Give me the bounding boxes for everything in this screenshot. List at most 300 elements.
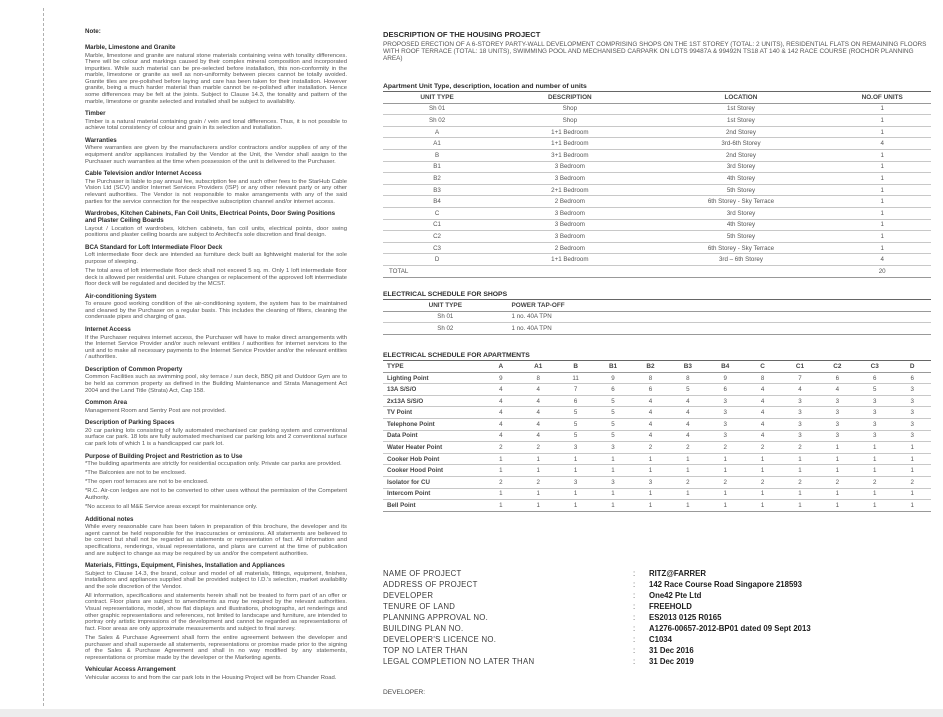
project-info-label: ADDRESS OF PROJECT (383, 579, 478, 589)
table-cell: 9 (482, 372, 519, 384)
table-cell: 1 (482, 453, 519, 465)
table-cell: B4 (383, 196, 491, 208)
table-cell: 1 (856, 500, 893, 512)
table-cell: 6th Storey - Sky Terrace (649, 242, 834, 254)
table-cell: 4 (632, 395, 669, 407)
table-cell: 1 (744, 465, 781, 477)
table-cell: 2 (520, 477, 557, 489)
column-header: UNIT TYPE (383, 91, 491, 103)
table-cell: A (383, 126, 491, 138)
table-row (383, 500, 931, 512)
table-cell: C3 (383, 242, 491, 254)
table-cell: 8 (520, 372, 557, 384)
table-cell: 1 (707, 488, 744, 500)
section-paragraph: Loft intermediate floor deck are intended as furniture deck built as lightweight material for the sole purpose of sleeping. (85, 252, 347, 265)
table-cell: 20 (833, 265, 931, 277)
table-cell: 1 (819, 500, 856, 512)
project-info-value: FREEHOLD (649, 601, 692, 611)
table-cell: 2 (707, 442, 744, 454)
table-cell: 1 (833, 173, 931, 185)
table-cell: 6 (856, 372, 893, 384)
section-paragraph: While every reasonable care has been taken in preparation of this brochure, the developer and its agent cannot be held responsible for the inaccuracies or omissions. All statements are believed to be correct but shall not be regarded as statements or representation of fact. All information and specifications, renderings, visual representations, and plans are current at the time of publication and are subject to change as may be required by us and/or the competent authorities. (85, 524, 347, 557)
table-row (383, 395, 931, 407)
table-cell: 1 (893, 442, 931, 454)
table-cell: 3rd Storey (649, 161, 834, 173)
table-cell: 1 (632, 465, 669, 477)
table-cell: 1 no. 40A TPN (508, 311, 931, 323)
column-header: A (482, 360, 519, 372)
table-cell: 3 (893, 419, 931, 431)
table-row (383, 265, 931, 277)
table-cell: 1 (893, 453, 931, 465)
table-cell: 1 (557, 465, 594, 477)
table-cell: 2 Bedroom (491, 242, 648, 254)
table-cell: 6 (707, 384, 744, 396)
table-cell: 3rd Storey (649, 207, 834, 219)
table-cell: Sh 02 (383, 323, 508, 335)
shops-schedule-title: ELECTRICAL SCHEDULE FOR SHOPS (383, 290, 508, 298)
table-row (383, 453, 931, 465)
table-cell: B (383, 149, 491, 161)
colon-separator: : (633, 612, 636, 622)
table-cell: 1 (594, 465, 631, 477)
section-paragraph: The total area of loft intermediate floor deck shall not exceed 5 sq. m. Only 1 loft intermediate floor deck is allowed per residential unit. Future changes or replacement of the approved loft intermediate floor deck will be regulated and decided by the MCST. (85, 267, 347, 288)
section-paragraph: Management Room and Sentry Post are not provided. (85, 407, 227, 414)
column-header: A1 (520, 360, 557, 372)
section-paragraph: *The open roof terraces are not to be enclosed. (85, 479, 209, 486)
table-cell: 5 (594, 395, 631, 407)
section-paragraph: All information, specifications and statements herein shall not be treated to form part of an offer or contract. Floor plans are subject to amendments as may be required by the relevant authorities. Visual representations, model, show flat displays and illustrations, photographs, art renderings and other graphic representations and references, not limited to landscape and furniture, are intended to portray only artistic impressions of the development and cannot be regarded as representations of fact. Floor areas are only approximate measurements and subject to final survey. (85, 592, 347, 632)
table-cell: 2 (893, 477, 931, 489)
table-cell: 3 (781, 395, 818, 407)
table-row (383, 488, 931, 500)
section-paragraph: The Sales & Purchase Agreement shall form the entire agreement between the developer and purchaser and shall supersede all statements, representations or promise made prior to the signing of the Sales & Purchase Agreement and shall in no way modified by any statements, representations or promise made by the developer or the Marketing agents. (85, 634, 347, 661)
table-cell: 2 (856, 477, 893, 489)
project-info-value: A1276-00657-2012-BP01 dated 09 Sept 2013 (649, 623, 811, 633)
column-header: LOCATION (649, 91, 834, 103)
section-paragraph: *R.C. Air-con ledges are not to be converted to other uses without the permission of the Competent Authority. (85, 488, 347, 501)
table-cell: 1 (707, 465, 744, 477)
table-cell: 4th Storey (649, 219, 834, 231)
table-cell: 4 (744, 430, 781, 442)
table-cell: 3 Bedroom (491, 231, 648, 243)
table-cell: B1 (383, 161, 491, 173)
section-heading: Common Area (85, 399, 128, 407)
unit-type-table (383, 91, 931, 278)
table-cell: 1 (557, 500, 594, 512)
table-cell: 3 (856, 395, 893, 407)
table-cell: 3 (594, 442, 631, 454)
table-cell: 1 (833, 103, 931, 115)
project-info-value: C1034 (649, 634, 672, 644)
table-cell: 1 (833, 242, 931, 254)
section-paragraph: Subject to Clause 14.3, the brand, colour and model of all materials, fittings, equipment, finishes, installations and appliances supplied shall be provided subject to I.D.'s selection, market availability and the sole discretion of the Vendor. (85, 570, 347, 590)
table-row (383, 419, 931, 431)
table-cell: 1st Storey (649, 115, 834, 127)
table-cell: 1+1 Bedroom (491, 138, 648, 150)
table-row (383, 477, 931, 489)
table-cell: 2 (669, 442, 706, 454)
table-cell: 4 (482, 430, 519, 442)
section-heading: Timber (85, 110, 106, 118)
section-paragraph: To ensure good working condition of the air-conditioning system, the system has to be maintained and cleaned by the Purchaser on a regular basis. This includes the cleaning of filters, cleaning the condensate pipes and charging of gas. (85, 301, 347, 321)
project-info-value: 142 Race Course Road Singapore 218593 (649, 579, 802, 589)
project-info-value: One42 Pte Ltd (649, 590, 702, 600)
table-cell: Data Point (383, 430, 482, 442)
table-cell: 1 (520, 500, 557, 512)
table-cell: 1 (833, 207, 931, 219)
table-cell: Lighting Point (383, 372, 482, 384)
table-row (383, 242, 931, 254)
table-cell: 2 (669, 477, 706, 489)
table-cell: 4 (744, 407, 781, 419)
table-cell: 5 (557, 430, 594, 442)
table-cell: Bell Point (383, 500, 482, 512)
table-cell: 2 (744, 442, 781, 454)
table-cell: 1 (856, 465, 893, 477)
table-cell: 2 (632, 442, 669, 454)
table-cell: 4 (833, 254, 931, 266)
table-cell: 1 (781, 453, 818, 465)
table-cell: 3 (856, 407, 893, 419)
table-cell: 6 (632, 384, 669, 396)
column-header: C2 (819, 360, 856, 372)
section-paragraph: Marble, limestone and granite are natural stone materials containing veins with tonality differences. There will be colour and markings caused by their complex mineral composition and incorporated impurities. While such material can be pre-selected before installation, this non-conformity in the marble, limestone or granite as well as non-uniformity between pieces cannot be totally avoided. Granite tiles are pre-polished before laying and care has been taken for their installation. However granite, being a much harder material than marble cannot be re-polished after installation. Hence some differences may be felt at the joints. Subject to Clause 14.3, the tonality and pattern of the marble, limestone or granite selected and installed shall be subject to availability. (85, 52, 347, 105)
table-cell: 2 (781, 442, 818, 454)
table-cell: A1 (383, 138, 491, 150)
table-cell: Telephone Point (383, 419, 482, 431)
section-heading: Note: (85, 28, 101, 35)
section-paragraph: 20 car parking lots consisting of fully automated mechanised car parking system and conventional surface car park. 18 lots are fully automated mechanised car parking lots and 2 conventional surface car park lots of which 1 is a handicapped car park lot. (85, 427, 347, 447)
table-cell (649, 265, 834, 277)
table-cell: 1 (893, 500, 931, 512)
table-cell: 3 (781, 407, 818, 419)
table-cell: Intercom Point (383, 488, 482, 500)
table-cell: 1 (819, 453, 856, 465)
table-cell: 1 (833, 219, 931, 231)
section-paragraph: Vehicular access to and from the car park lots in the Housing Project will be from Chander Road. (85, 674, 337, 681)
fold-line (43, 8, 44, 706)
table-cell: 6 (819, 372, 856, 384)
table-row (383, 254, 931, 266)
project-info-row (383, 645, 931, 656)
project-info-row (383, 634, 931, 645)
project-info-row (383, 656, 931, 667)
table-cell: 5 (594, 407, 631, 419)
project-info-row (383, 579, 931, 590)
housing-project-description: PROPOSED ERECTION OF A 6-STOREY PARTY-WALL DEVELOPMENT COMPRISING SHOPS ON THE 1ST STOREY (TOTAL: 2 UNITS), RESIDENTIAL FLATS ON REMAINING FLOORS WITH ROOF TERRACE (TOTAL: 18 UNITS), SWIMMING POOL AND MECHANISED CARPARK ON LOTS 99487A & 99492N TS18 AT 140 & 142 RACE COURSE (ROCHOR PLANNING AREA) (383, 41, 927, 63)
table-cell: 4 (482, 384, 519, 396)
colon-separator: : (633, 579, 636, 589)
table-row (383, 323, 931, 335)
table-cell: 2+1 Bedroom (491, 184, 648, 196)
table-cell: Shop (491, 115, 648, 127)
table-cell: 2 (744, 477, 781, 489)
table-cell: 5 (557, 419, 594, 431)
column-header: NO.OF UNITS (833, 91, 931, 103)
project-info-label: PLANNING APPROVAL NO. (383, 612, 489, 622)
table-cell: 4 (520, 395, 557, 407)
table-cell: 1 (744, 500, 781, 512)
table-row (383, 430, 931, 442)
project-info-row (383, 601, 931, 612)
table-cell: 1 (669, 488, 706, 500)
colon-separator: : (633, 656, 636, 666)
column-header: C1 (781, 360, 818, 372)
column-header: D (893, 360, 931, 372)
table-cell: 3 (893, 407, 931, 419)
table-cell: 1 (781, 488, 818, 500)
table-cell: 4th Storey (649, 173, 834, 185)
table-cell: 2 (482, 442, 519, 454)
table-cell: 4 (632, 407, 669, 419)
table-cell: 1 (781, 465, 818, 477)
table-cell: 1 (669, 453, 706, 465)
table-header-row (383, 360, 931, 372)
table-cell: 3 (819, 407, 856, 419)
table-cell: 4 (520, 419, 557, 431)
table-cell: 3 (594, 477, 631, 489)
table-cell: 3 (557, 442, 594, 454)
column-header: C (744, 360, 781, 372)
table-cell: 1 (833, 196, 931, 208)
table-cell: 1+1 Bedroom (491, 254, 648, 266)
table-cell: 4 (482, 419, 519, 431)
table-cell: D (383, 254, 491, 266)
developer-signature-label: DEVELOPER: (383, 688, 426, 696)
table-cell: 1 (520, 488, 557, 500)
table-cell: 1 (744, 488, 781, 500)
table-cell: 1 (781, 500, 818, 512)
table-cell: 1st Storey (649, 103, 834, 115)
table-cell: 2 Bedroom (491, 196, 648, 208)
colon-separator: : (633, 623, 636, 633)
table-cell: 6 (594, 384, 631, 396)
table-cell: 1 (594, 500, 631, 512)
section-heading: Materials, Fittings, Equipment, Finishes, Installation and Appliances (85, 562, 285, 570)
section-paragraph: If the Purchaser requires internet access, the Purchaser will have to make direct arrangements with the Internet Service Provider and/or such relevant entities / authorities for internet services to the unit and to make all necessary payments to the Internet Service Provider and/or the relevant entities / authorities. (85, 334, 347, 361)
section-heading: BCA Standard for Loft Intermediate Floor Deck (85, 243, 223, 251)
details-column (383, 30, 931, 696)
table-row (383, 184, 931, 196)
table-cell: 1 (856, 488, 893, 500)
table-cell: 3 Bedroom (491, 219, 648, 231)
table-row (383, 207, 931, 219)
table-cell: 2 (819, 477, 856, 489)
table-cell: 3 (707, 430, 744, 442)
column-header: C3 (856, 360, 893, 372)
column-header: B3 (669, 360, 706, 372)
table-cell: 3rd-6th Storey (649, 138, 834, 150)
section-heading: Marble, Limestone and Granite (85, 44, 176, 51)
section-heading: Description of Common Property (85, 365, 183, 373)
colon-separator: : (633, 601, 636, 611)
column-header: TYPE (383, 360, 482, 372)
table-row (383, 149, 931, 161)
table-cell: 9 (594, 372, 631, 384)
section-paragraph: *The Balconies are not to be enclosed. (85, 470, 187, 477)
table-cell: 2 (781, 477, 818, 489)
table-cell: 1 (819, 442, 856, 454)
colon-separator: : (633, 568, 636, 578)
table-cell: 5th Storey (649, 231, 834, 243)
project-info-row (383, 590, 931, 601)
table-cell: 1 (856, 453, 893, 465)
table-cell: 1 (833, 184, 931, 196)
table-cell: 3 Bedroom (491, 173, 648, 185)
table-cell: 6 (557, 395, 594, 407)
table-cell: 3 (819, 395, 856, 407)
table-cell: Sh 02 (383, 115, 491, 127)
project-info-value: ES2013 0125 R0165 (649, 612, 722, 622)
table-cell: 8 (669, 372, 706, 384)
colon-separator: : (633, 590, 636, 600)
table-row (383, 103, 931, 115)
table-cell: 3+1 Bedroom (491, 149, 648, 161)
table-cell: 3 (707, 395, 744, 407)
table-cell: 1 (707, 500, 744, 512)
project-info-row (383, 623, 931, 634)
table-cell: Sh 01 (383, 103, 491, 115)
table-cell: 1 (520, 465, 557, 477)
table-cell: Sh 01 (383, 311, 508, 323)
table-cell: 1 (833, 231, 931, 243)
project-info-block (383, 568, 931, 667)
table-cell: 4 (632, 430, 669, 442)
table-cell: C1 (383, 219, 491, 231)
table-cell: 1 (893, 465, 931, 477)
shops-electrical-table (383, 299, 931, 335)
table-cell: 5 (557, 407, 594, 419)
table-cell: 3 (819, 430, 856, 442)
table-cell: 13A S/S/O (383, 384, 482, 396)
section-heading: Cable Television and/or Internet Access (85, 170, 202, 178)
project-info-label: NAME OF PROJECT (383, 568, 462, 578)
table-cell: 5 (594, 419, 631, 431)
column-header: POWER TAP-OFF (508, 299, 931, 311)
apartments-schedule-title: ELECTRICAL SCHEDULE FOR APARTMENTS (383, 351, 530, 359)
table-row (383, 465, 931, 477)
table-cell: 1 (819, 465, 856, 477)
project-info-label: BUILDING PLAN NO. (383, 623, 464, 633)
table-row (383, 231, 931, 243)
table-cell: 4 (632, 419, 669, 431)
table-cell: 4 (520, 407, 557, 419)
project-info-label: LEGAL COMPLETION NO LATER THAN (383, 656, 535, 666)
table-cell: 1 (557, 453, 594, 465)
table-cell: 3 (781, 419, 818, 431)
table-cell: 4 (669, 430, 706, 442)
table-cell: Cooker Hob Point (383, 453, 482, 465)
section-paragraph: Layout / Location of wardrobes, kitchen cabinets, fan coil units, electrical points, door swing positions and plaster ceiling boards are subject to Architect's sole discretion and final design. (85, 225, 347, 239)
table-cell: 2 (520, 442, 557, 454)
table-cell: 4 (781, 384, 818, 396)
table-cell: 4 (482, 395, 519, 407)
table-cell: 4 (744, 419, 781, 431)
unit-table-title: Apartment Unit Type, description, location and number of units (383, 82, 587, 90)
section-paragraph: The Purchaser is liable to pay annual fee, subscription fee and such other fees to the StarHub Cable Vision Ltd (SCV) and/or Internet Services Providers (ISP) or any other relevant party or any other relevant authorities. The Vendor is not responsible to make arrangements with any of the said parties for the service connection for the respective subscription channel and/or internet access. (85, 178, 347, 205)
colon-separator: : (633, 645, 636, 655)
project-info-value: 31 Dec 2019 (649, 656, 694, 666)
table-cell: 4 (669, 395, 706, 407)
section-heading: Air-conditioning System (85, 292, 157, 300)
table-cell: 2 (482, 477, 519, 489)
project-info-label: DEVELOPER'S LICENCE NO. (383, 634, 497, 644)
table-cell: 1 (482, 488, 519, 500)
table-cell: 1 (669, 500, 706, 512)
table-cell: 3 Bedroom (491, 161, 648, 173)
table-cell: 3 (893, 430, 931, 442)
notes-column (85, 28, 347, 684)
table-cell: 3 (781, 430, 818, 442)
table-row (383, 173, 931, 185)
table-row (383, 196, 931, 208)
table-row (383, 161, 931, 173)
project-info-value: RITZ@FARRER (649, 568, 706, 578)
table-cell (491, 265, 648, 277)
section-paragraph: Timber is a natural material containing grain / vein and tonal differences. Thus, it is not possible to achieve total consistency of colour and grain in its selection and installation. (85, 118, 347, 132)
section-heading: Additional notes (85, 515, 134, 523)
table-cell: 3 (893, 395, 931, 407)
table-cell: 1 (482, 465, 519, 477)
table-row (383, 219, 931, 231)
table-cell: 1 no. 40A TPN (508, 323, 931, 335)
table-cell: 1 (520, 453, 557, 465)
table-cell: TV Point (383, 407, 482, 419)
table-cell: 8 (632, 372, 669, 384)
apartments-electrical-table (383, 360, 931, 512)
table-cell: 3 (856, 419, 893, 431)
table-cell: 1 (482, 500, 519, 512)
table-cell: 4 (482, 407, 519, 419)
table-row (383, 138, 931, 150)
table-row (383, 311, 931, 323)
section-heading: Internet Access (85, 326, 131, 334)
table-cell: 2x13A S/S/O (383, 395, 482, 407)
table-cell: 2nd Storey (649, 126, 834, 138)
table-cell: 2 (707, 477, 744, 489)
table-cell: 8 (744, 372, 781, 384)
table-row (383, 442, 931, 454)
section-heading: Warranties (85, 136, 117, 144)
table-cell: 2nd Storey (649, 149, 834, 161)
section-paragraph: Where warranties are given by the manufacturers and/or contractors and/or supplies of any of the equipment and/or appliances installed by the Vendor at the Unit, the Vendor shall assign to the Purchaser such warranties at the time when possession of the unit is delivered to the Purchaser. (85, 145, 347, 165)
colon-separator: : (633, 634, 636, 644)
table-cell: 6th Storey - Sky Terrace (649, 196, 834, 208)
table-cell: 3 (707, 407, 744, 419)
project-info-value: 31 Dec 2016 (649, 645, 694, 655)
table-cell: 3 (856, 430, 893, 442)
table-cell: 1 (594, 453, 631, 465)
section-heading: Vehicular Access Arrangement (85, 666, 176, 674)
column-header: B2 (632, 360, 669, 372)
section-paragraph: *The building apartments are strictly for residential occupation only. Private car parks are provided. (85, 461, 342, 468)
table-cell: 5 (594, 430, 631, 442)
table-cell: B3 (383, 184, 491, 196)
column-header: B4 (707, 360, 744, 372)
table-cell: 11 (557, 372, 594, 384)
project-info-label: DEVELOPER (383, 590, 434, 600)
table-cell: Isolator for CU (383, 477, 482, 489)
table-cell: Cooker Hood Point (383, 465, 482, 477)
table-row (383, 384, 931, 396)
table-row (383, 372, 931, 384)
table-cell: 1 (893, 488, 931, 500)
table-cell: 4 (669, 407, 706, 419)
column-header: DESCRIPTION (491, 91, 648, 103)
table-cell: 3 Bedroom (491, 207, 648, 219)
table-cell: 1 (833, 149, 931, 161)
